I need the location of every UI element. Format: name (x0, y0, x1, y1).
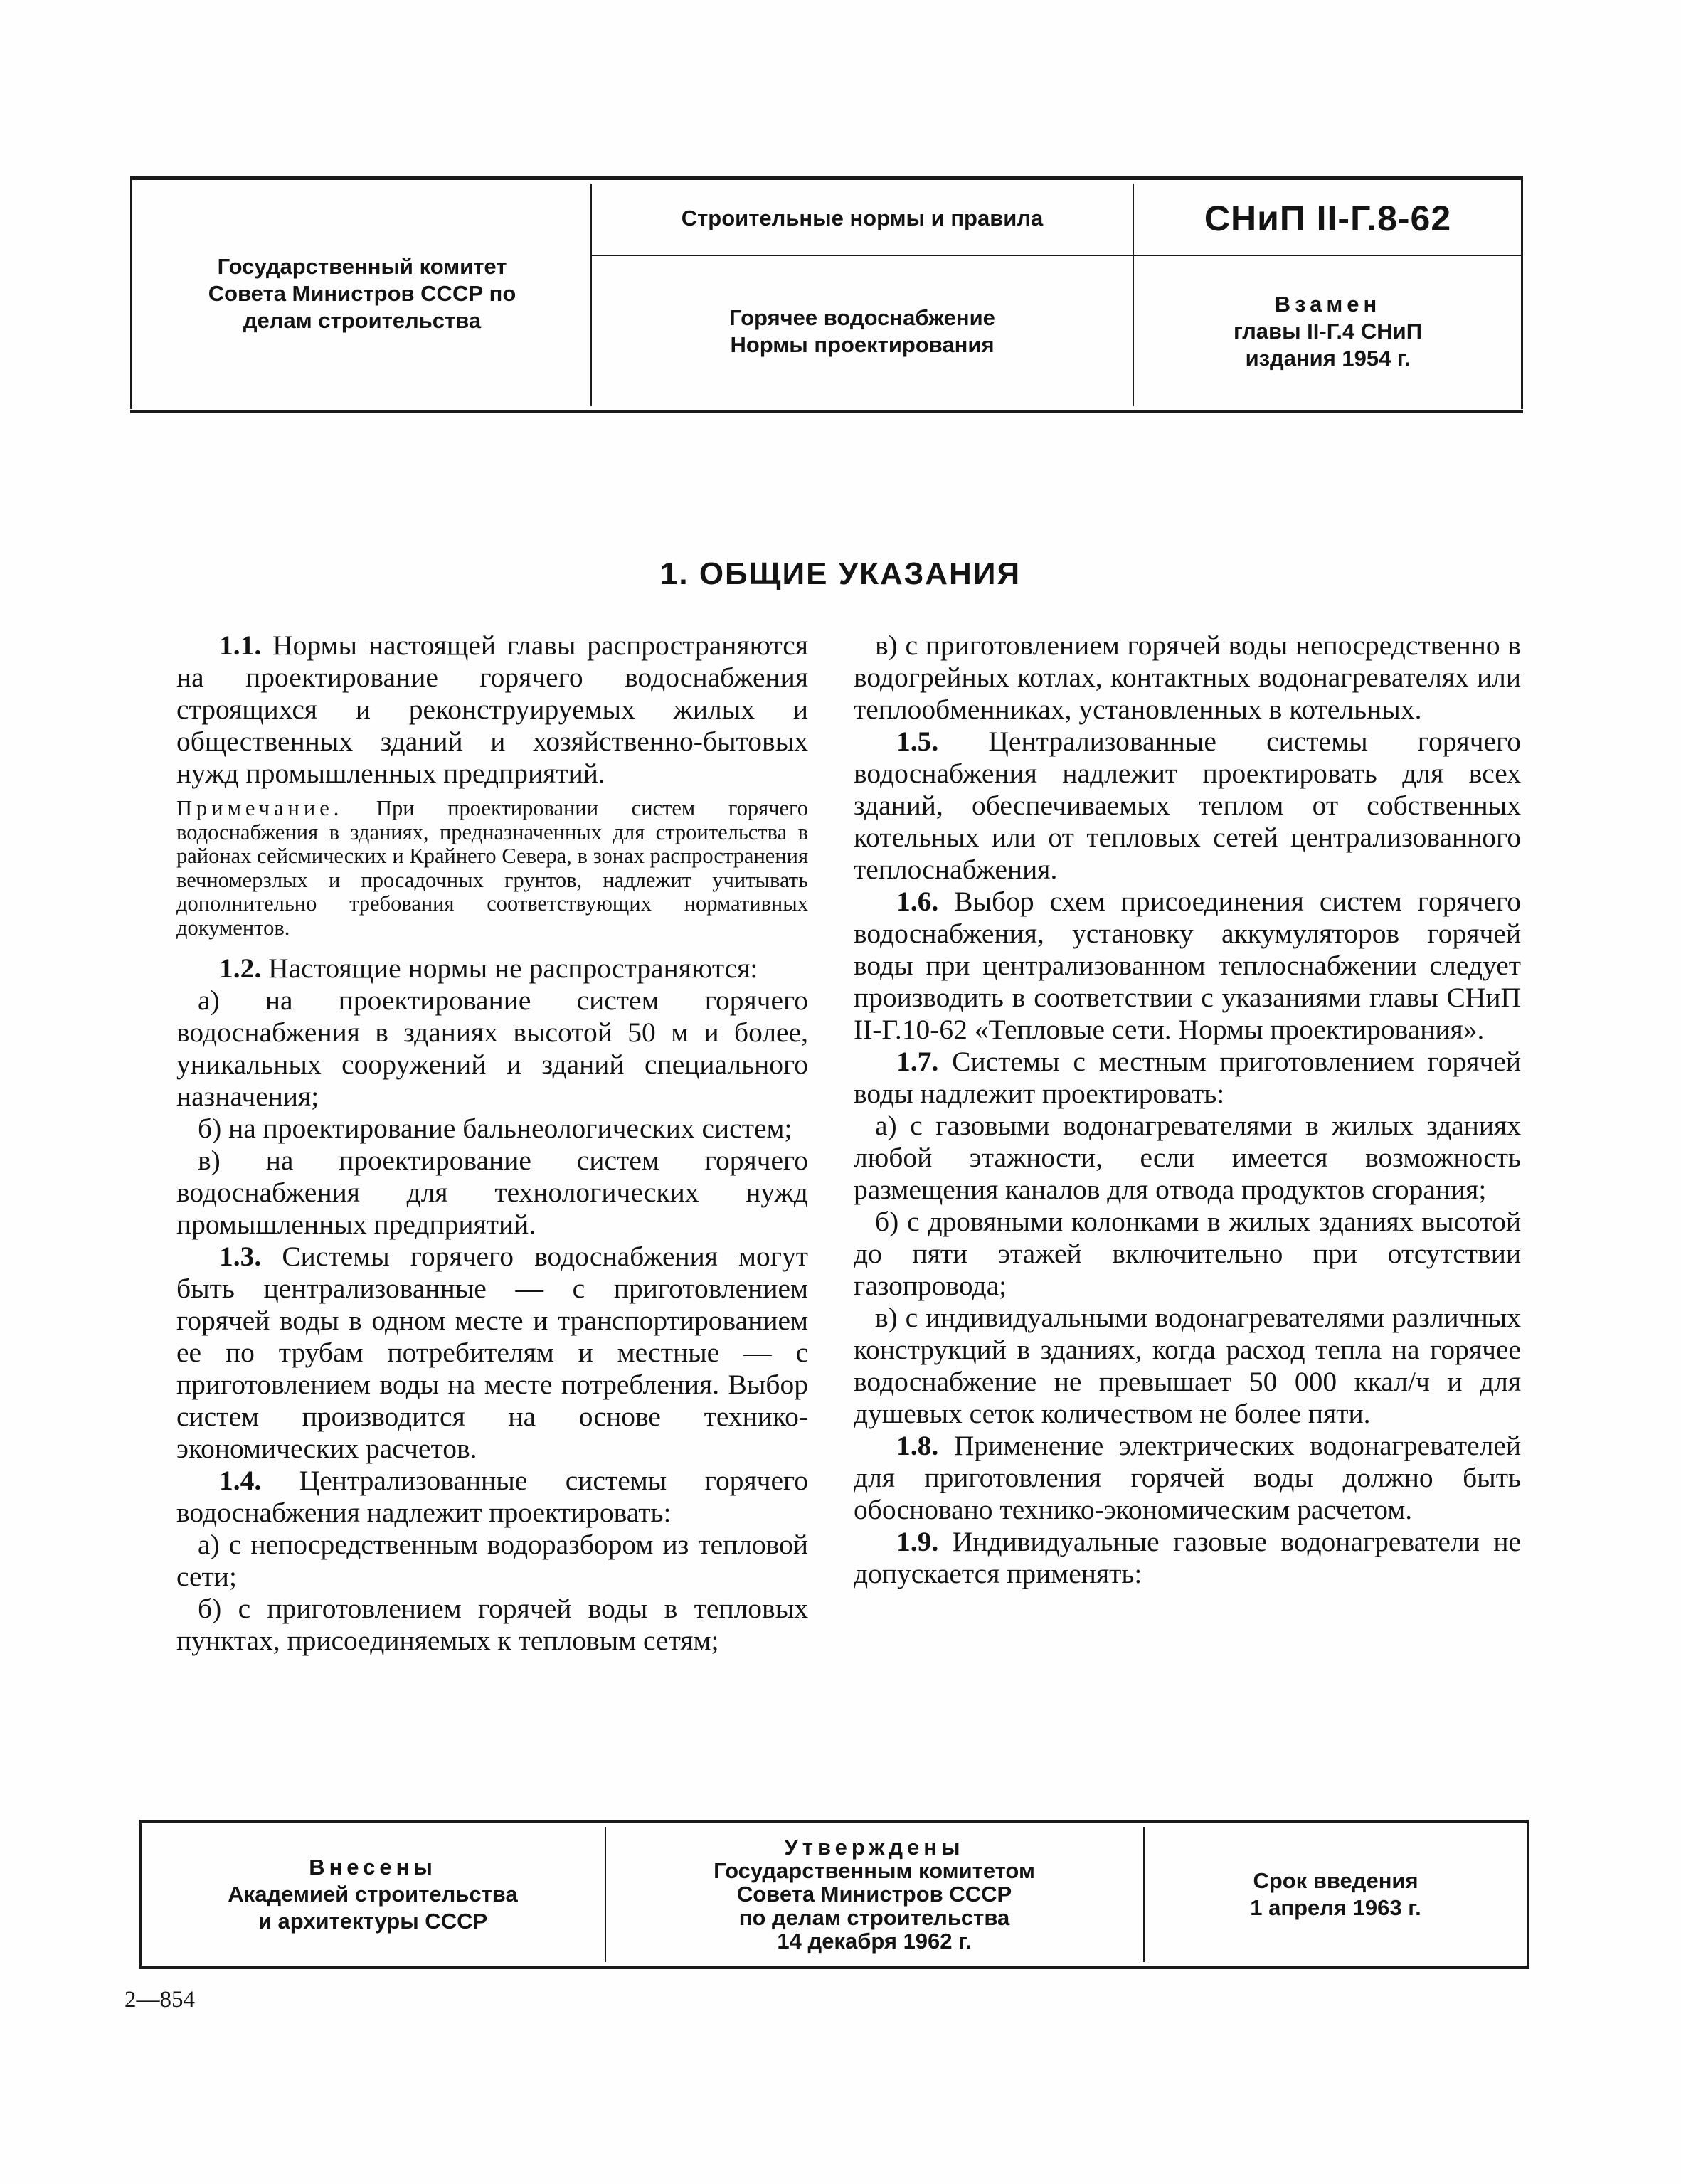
header-left-border (130, 178, 132, 409)
paragraph-1-8 (854, 1430, 1521, 1526)
code-cell (1135, 181, 1521, 255)
section-title: 1. ОБЩИЕ УКАЗАНИЯ (659, 556, 1022, 591)
paragraph-1-5 (854, 726, 1521, 886)
subject-cell (593, 258, 1132, 405)
paragraph-number: 1.3. (219, 1241, 262, 1272)
paragraph-text: Системы горячего водоснабжения могут быть централизованные — с приготовлением горячей воды в одном месте и транспортированием ее по трубам потребителям и местные — с приготовлением воды на месте потребления. Выбор систем производится на основе технико-экономических расчетов. (176, 1241, 808, 1464)
paragraph-text: Настоящие нормы не распространяются: (268, 953, 758, 984)
header-row-divider (590, 255, 1521, 256)
approved-cell (607, 1825, 1142, 1963)
note-label: Примечание. (176, 796, 344, 820)
paragraph-text: Выбор схем присоединения систем горячего водоснабжения, установку аккумуляторов горячей воды при централизованном теплоснабжении следует производить в соответствии с указаниями главы СНиП II-Г.10-62 «Тепловые сети. Нормы проектирования». (854, 886, 1522, 1045)
footer-right-border (1527, 1821, 1529, 1966)
paragraph-number: 1.8. (896, 1430, 939, 1461)
header-right-border (1521, 178, 1523, 409)
paragraph-number: 1.5. (896, 726, 939, 757)
list-item: б) с приготовлением горячей воды в тепловых пунктах, присоединяемых к тепловым сетям; (176, 1593, 808, 1656)
committee-name: Государственный комитет Совета Министров СССР по делам строительства (208, 253, 516, 333)
left-column (176, 630, 808, 1657)
paragraph-1-3 (176, 1241, 808, 1465)
paragraph-1-6 (854, 886, 1521, 1046)
paragraph-number: 1.2. (219, 953, 262, 984)
header-divider-2 (1133, 184, 1134, 406)
subject-line-2: Нормы проектирования (730, 332, 995, 357)
list-item: а) с непосредственным водоразбором из тепловой сети; (176, 1529, 808, 1592)
paragraph-number: 1.6. (896, 886, 939, 917)
paragraph-text: Применение электрических водонагревателей для приготовления горячей воды должно быть обосновано технико-экономическим расчетом. (854, 1430, 1521, 1525)
paragraph-number: 1.1. (219, 630, 262, 661)
approved-label: Утверждены (784, 1835, 965, 1860)
introduced-line-1: Академией строительства (228, 1881, 518, 1907)
note (176, 797, 808, 940)
list-item: а) с газовыми водонагревателями в жилых зданиях любой этажности, если имеется возможность размещения каналов для отвода продуктов сгорания; (854, 1110, 1521, 1205)
effective-label: Срок введения (1253, 1867, 1418, 1893)
replaces-cell (1135, 258, 1521, 405)
page-number: 2—854 (124, 1987, 195, 2013)
approved-line-3: по делам строительства (738, 1905, 1010, 1930)
effective-date: 1 апреля 1963 г. (1250, 1894, 1421, 1920)
replaces-line-2: издания 1954 г. (1245, 346, 1411, 371)
effective-cell (1145, 1825, 1526, 1963)
paragraph-text: Нормы настоящей главы распространяются на проектирование горячего водоснабжения строящихся и реконструируемых жилых и общественных зданий и хозяйственно-бытовых нужд промышленных предприятий. (176, 630, 808, 789)
introduced-cell (142, 1825, 603, 1963)
footer-left-border (139, 1821, 142, 1966)
document-code: СНиП II-Г.8-62 (1204, 198, 1452, 238)
footer-divider-1 (605, 1827, 606, 1962)
paragraph-number: 1.4. (219, 1465, 262, 1496)
list-item: в) с приготовлением горячей воды непосредственно в водогрейных котлах, контактных водонагревателях или теплообменниках, установленных в котельных. (854, 630, 1521, 725)
footer-divider-2 (1143, 1827, 1145, 1962)
introduced-label: Внесены (309, 1854, 437, 1880)
approved-line-1: Государственным комитетом (714, 1858, 1035, 1883)
replaces-label: Взамен (1274, 292, 1382, 317)
list-item: в) с индивидуальными водонагревателями различных конструкций в зданиях, когда расход тепла на горячее водоснабжение не превышает 50 000 ккал/ч и для душевых сеток количеством не более пяти. (854, 1302, 1521, 1429)
header-divider-1 (590, 184, 592, 406)
approved-line-2: Совета Министров СССР (736, 1882, 1012, 1907)
list-item: в) на проектирование систем горячего водоснабжения для технологических нужд промышленных предприятий. (176, 1145, 808, 1240)
paragraph-1-9 (854, 1526, 1521, 1590)
norms-title-cell (593, 181, 1132, 255)
note-text: При проектировании систем горячего водоснабжения в зданиях, предназначенных для строительства в районах сейсмических и Крайнего Севера, в зонах распространения вечномерзлых и просадочных грунтов, надлежит учитывать дополнительно требования соответствующих нормативных документов. (176, 796, 808, 940)
introduced-line-2: и архитектуры СССР (258, 1908, 488, 1934)
right-column (854, 630, 1521, 1590)
committee-cell (135, 181, 589, 405)
list-item: б) с дровяными колонками в жилых зданиях высотой до пяти этажей включительно при отсутствии газопровода; (854, 1206, 1521, 1301)
list-item: а) на проектирование систем горячего водоснабжения в зданиях высотой 50 м и более, уникальных сооружений и зданий специального назначения; (176, 985, 808, 1112)
paragraph-number: 1.9. (896, 1526, 939, 1557)
paragraph-number: 1.7. (896, 1046, 939, 1077)
paragraph-1-7 (854, 1046, 1521, 1110)
norms-title: Строительные нормы и правила (681, 205, 1044, 230)
approved-line-4: 14 декабря 1962 г. (777, 1929, 972, 1954)
paragraph-1-2 (176, 953, 808, 985)
replaces-line-1: главы II-Г.4 СНиП (1233, 319, 1423, 344)
paragraph-text: Централизованные системы горячего водоснабжения надлежит проектировать: (176, 1465, 808, 1528)
paragraph-text: Индивидуальные газовые водонагреватели не допускается применять: (854, 1526, 1522, 1589)
paragraph-text: Системы с местным приготовлением горячей воды надлежит проектировать: (854, 1046, 1521, 1109)
paragraph-1-4 (176, 1465, 808, 1529)
subject-line-1: Горячее водоснабжение (729, 305, 995, 330)
paragraph-1-1 (176, 630, 808, 790)
list-item: б) на проектирование бальнеологических систем; (198, 1113, 792, 1144)
paragraph-text: Централизованные системы горячего водоснабжения надлежит проектировать для всех зданий, обеспечиваемых теплом от собственных котельных или от тепловых сетей централизованного теплоснабжения. (854, 726, 1521, 885)
